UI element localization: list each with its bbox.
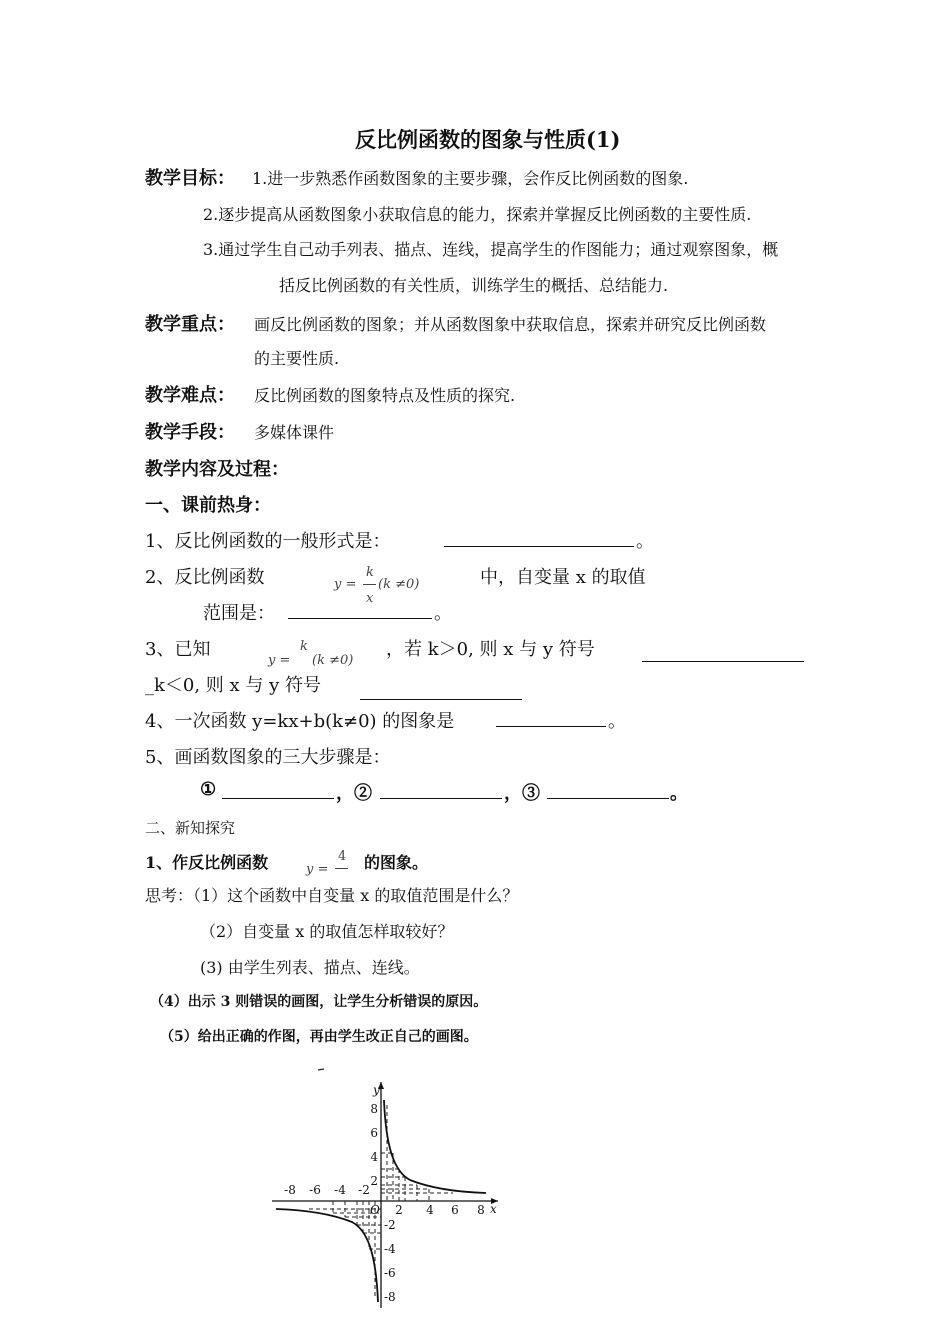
- formula-4-y-eq: y =: [306, 862, 329, 877]
- formula-4-fraction-bar: [335, 868, 348, 869]
- formula-3-y-eq: y =: [268, 653, 291, 668]
- key-points-label: 教学重点：: [145, 314, 235, 335]
- steps-end: 。: [670, 783, 688, 804]
- question-3: 3、已知: [145, 639, 211, 660]
- x-tick-neg-4: -4: [334, 1183, 346, 1197]
- question-5: 5、画函数图象的三大步骤是：: [145, 747, 391, 768]
- question-3-mid: ，若 k＞0, 则 x 与 y 符号: [386, 639, 595, 660]
- answer-blank-2[interactable]: [288, 618, 432, 619]
- y-tick-neg-2: -2: [384, 1218, 396, 1232]
- question-4: 4、一次函数 y=kx+b(k≠0) 的图象是: [145, 711, 455, 732]
- answer-blank-step-1[interactable]: [222, 798, 334, 799]
- question-2: 2、反比例函数: [145, 567, 265, 588]
- page-title: 反比例函数的图象与性质(1): [355, 127, 621, 152]
- difficulty-text: 反比例函数的图象特点及性质的探究.: [254, 386, 516, 405]
- question-1: 1、反比例函数的一般形式是：: [145, 531, 391, 552]
- formula-y-eq: y =: [334, 577, 357, 592]
- task-1: 1、作反比例函数: [145, 853, 269, 872]
- think-1: 思考：（1）这个函数中自变量 x 的取值范围是什么？: [145, 886, 519, 905]
- answer-blank-step-3[interactable]: [547, 798, 669, 799]
- means-text: 多媒体课件: [254, 423, 335, 442]
- step-1-label: ①: [200, 779, 217, 800]
- answer-blank-3b[interactable]: [360, 699, 522, 700]
- x-tick-neg-8: -8: [284, 1183, 296, 1197]
- formula-fraction-bar: [363, 584, 376, 585]
- formula-condition: (k ≠0): [378, 577, 420, 592]
- difficulty-label: 教学难点：: [145, 385, 235, 406]
- x-tick-8: 8: [477, 1203, 485, 1217]
- goals-label: 教学目标：: [145, 168, 235, 189]
- key-points-text: 画反比例函数的图象；并从函数图象中获取信息，探索并研究反比例函数: [254, 315, 767, 334]
- process-title: 教学内容及过程：: [145, 459, 289, 480]
- formula-numerator: k: [366, 565, 374, 580]
- hyperbola-graph: [260, 1060, 520, 1320]
- formula-4-numerator: 4: [338, 849, 347, 864]
- section-2-title: 二、新知探究: [145, 819, 236, 837]
- think-3: (3) 由学生列表、描点、连线。: [200, 958, 420, 977]
- answer-blank-1[interactable]: [444, 546, 634, 547]
- step-2-label: ，②: [336, 783, 372, 804]
- formula-3-condition: (k ≠0): [312, 653, 354, 668]
- goal-item-3-cont: 括反比例函数的有关性质，训练学生的概括、总结能力.: [279, 276, 669, 295]
- y-tick-6: 6: [370, 1126, 378, 1140]
- task-1-end: 的图象。: [364, 853, 429, 872]
- formula-denominator: x: [366, 591, 374, 606]
- question-1-end: 。: [636, 531, 654, 552]
- x-tick-6: 6: [451, 1203, 459, 1217]
- x-tick-neg-6: -6: [309, 1183, 321, 1197]
- think-5: （5）给出正确的作图，再由学生改正自己的画图。: [160, 1029, 478, 1045]
- y-axis-label: y: [373, 1083, 380, 1097]
- y-tick-neg-8: -8: [384, 1290, 396, 1304]
- x-axis-label: x: [490, 1202, 497, 1216]
- question-4-end: 。: [608, 711, 626, 732]
- question-3-line2: _k＜0, 则 x 与 y 符号: [145, 675, 322, 696]
- x-tick-neg-2: -2: [358, 1183, 370, 1197]
- think-2: （2）自变量 x 的取值怎样取较好？: [200, 922, 454, 941]
- question-2-end: 。: [434, 603, 452, 624]
- y-tick-8: 8: [370, 1102, 378, 1116]
- section-1-title: 一、课前热身：: [145, 495, 271, 516]
- y-tick-4: 4: [370, 1150, 378, 1164]
- x-tick-4: 4: [426, 1203, 434, 1217]
- x-tick-2: 2: [395, 1203, 403, 1217]
- goal-item-3: 3.通过学生自己动手列表、描点、连线，提高学生的作图能力；通过观察图象，概: [203, 240, 779, 259]
- goal-item-2: 2.逐步提高从函数图象小获取信息的能力，探索并掌握反比例函数的主要性质.: [203, 205, 752, 224]
- answer-blank-4[interactable]: [496, 726, 606, 727]
- y-tick-2: 2: [370, 1174, 378, 1188]
- y-tick-neg-6: -6: [384, 1266, 396, 1280]
- origin-label: O: [370, 1203, 380, 1217]
- means-label: 教学手段：: [145, 422, 235, 443]
- question-2-line2: 范围是：: [203, 603, 275, 624]
- answer-blank-step-2[interactable]: [380, 798, 502, 799]
- formula-3-numerator: k: [300, 639, 308, 654]
- step-3-label: ，③: [504, 783, 540, 804]
- y-tick-neg-4: -4: [384, 1242, 396, 1256]
- key-points-text-cont: 的主要性质.: [254, 349, 340, 368]
- think-4: （4）出示 3 则错误的画图，让学生分析错误的原因。: [150, 994, 488, 1010]
- goal-item-1: 1.进一步熟悉作函数图象的主要步骤，会作反比例函数的图象.: [252, 169, 689, 188]
- answer-blank-3a[interactable]: [642, 661, 804, 662]
- question-2-mid: 中，自变量 x 的取值: [480, 567, 646, 588]
